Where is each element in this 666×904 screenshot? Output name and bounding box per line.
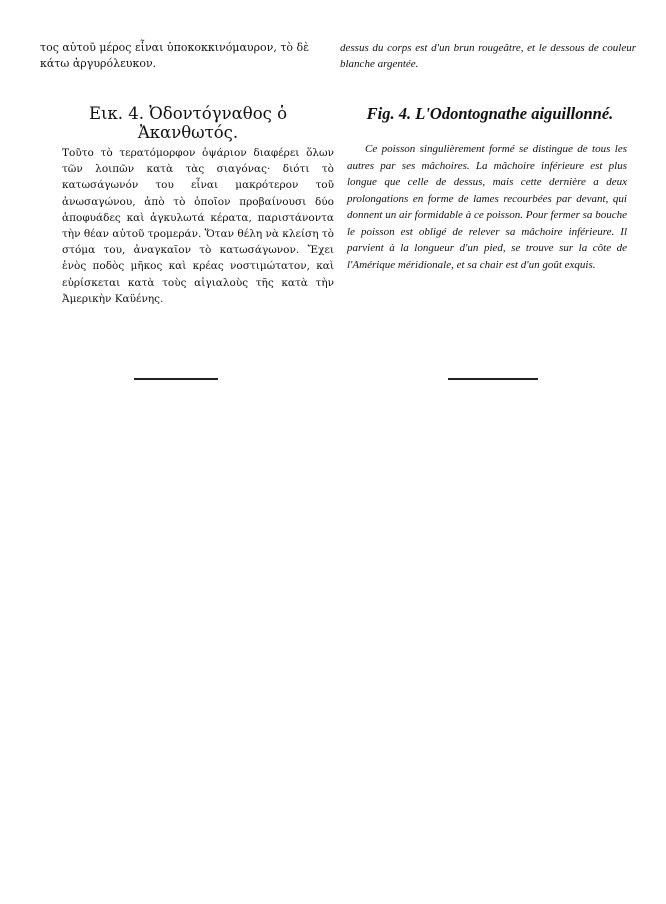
greek-figure-heading: Εικ. 4. Ὀδοντόγναθος ὁ Ἀκανθωτός. <box>88 104 288 142</box>
french-figure-heading: Fig. 4. L'Odontognathe aiguillonné. <box>366 104 614 123</box>
greek-description-paragraph: Τοῦτο τὸ τερατόμορφον ὀψάριον διαφέρει ὅλων τῶν λοιπῶν κατὰ τὰς σιαγόνας· διότι τὸ κατωσάγωνόν του εἶναι μακρότερον τοῦ ἀνωσαγώνου, ἀπὸ τὸ ὁποῖον προβαίνουσι δύο ἀποφυάδες καὶ ἀγκυλωτά κέρατα, παριστάνοντα τὴν θέαν αὐτοῦ τρομεράν. Ὅταν θέλη νὰ κλείση τὸ στόμα του, ἀναγκαῖον τὸ κατωσάγωνον. Ἔχει ἑνὸς ποδὸς μῆκος καὶ κρέας νοστιμώτατον, καὶ εὑρίσκεται κατὰ τοὺς αἰγιαλοὺς τῆς κατὰ τὴν Ἀμερικὴν Καϋένης. <box>62 147 334 305</box>
french-description-paragraph: Ce poisson singulièrement formé se distingue de tous les autres par ses mâchoires. La mâchoire inférieure est plus longue que celle de dessus, mais cette dernière a deux prolongations en forme de lames recourbées par devant, qui donnent un air formidable à ce poisson. Pour fermer sa bouche le poisson est obligé de relever sa mâchoire inférieure. Il parvient à la longueur d'un pied, se trouve sur la côte de l'Amérique méridionale, et sa chair est d'un goût exquis. <box>347 143 627 271</box>
french-end-rule <box>448 378 538 380</box>
greek-continuation-text: τος αὐτοῦ μέρος εἶναι ὑποκοκκινόμαυρον, τὸ δὲ κάτω ἀργυρόλευκον. <box>40 41 310 70</box>
greek-end-rule <box>134 378 218 380</box>
french-continuation-text: dessus du corps est d'un brun rougeâtre, et le dessous de couleur blanche argentée. <box>340 42 636 70</box>
french-column <box>340 40 636 72</box>
greek-column <box>40 40 336 72</box>
